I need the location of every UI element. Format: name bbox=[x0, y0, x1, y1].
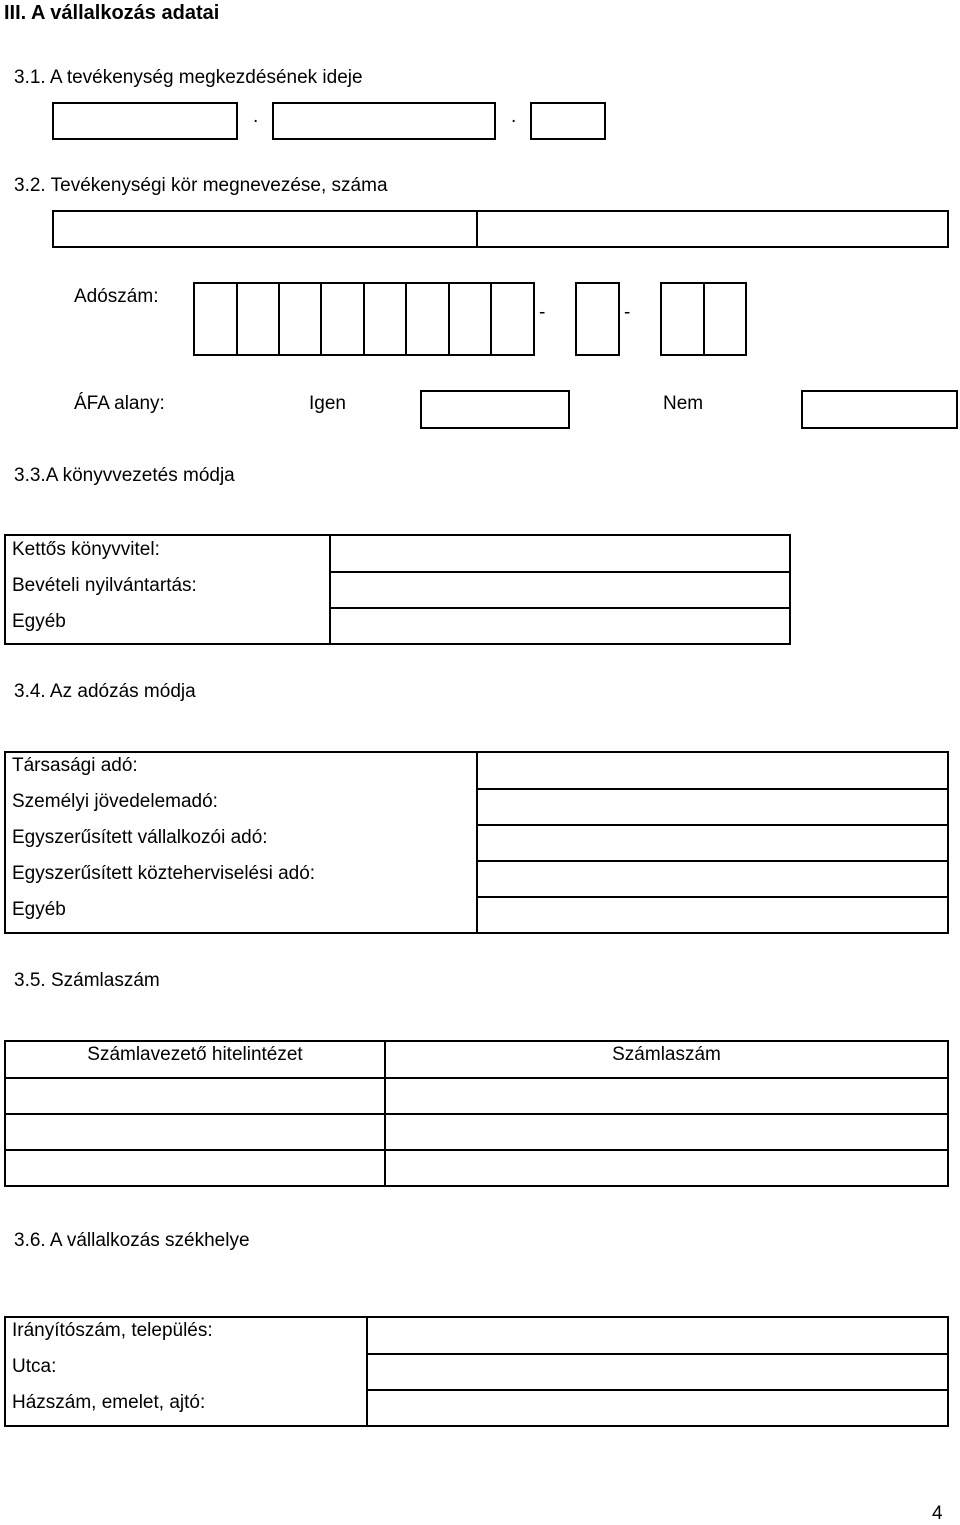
tax-digit-box[interactable] bbox=[278, 282, 322, 356]
heading-3-4: 3.4. Az adózás módja bbox=[14, 681, 196, 702]
vat-yes-label: Igen bbox=[309, 393, 346, 414]
start-month-field[interactable] bbox=[272, 102, 496, 140]
page-number: 4 bbox=[932, 1503, 943, 1524]
address-label: Irányítószám, település: bbox=[12, 1320, 213, 1341]
taxation-table bbox=[4, 751, 949, 934]
house-number-field[interactable] bbox=[368, 1391, 947, 1425]
date-separator: . bbox=[511, 106, 517, 127]
activity-name-field[interactable] bbox=[52, 210, 478, 248]
tax-number-dash: - bbox=[539, 302, 546, 323]
tax-digit-box[interactable] bbox=[236, 282, 280, 356]
heading-3-2: 3.2. Tevékenységi kör megnevezése, száma bbox=[14, 175, 388, 196]
bookkeeping-double-entry-field[interactable] bbox=[331, 536, 789, 571]
vat-no-box[interactable] bbox=[801, 390, 958, 429]
heading-3-1: 3.1. A tevékenység megkezdésének ideje bbox=[14, 67, 363, 88]
vat-label: ÁFA alany: bbox=[74, 393, 165, 414]
vat-no-label: Nem bbox=[663, 393, 704, 414]
taxation-field[interactable] bbox=[478, 862, 947, 896]
heading-3-3: 3.3.A könyvvezetés módja bbox=[14, 465, 235, 486]
activity-number-field[interactable] bbox=[476, 210, 949, 248]
vat-yes-box[interactable] bbox=[420, 390, 570, 429]
bookkeeping-revenue-record-field[interactable] bbox=[331, 573, 789, 607]
taxation-field[interactable] bbox=[478, 753, 947, 788]
bank-name-field[interactable] bbox=[6, 1115, 384, 1149]
tax-digit-box[interactable] bbox=[405, 282, 450, 356]
date-separator: . bbox=[253, 106, 259, 127]
tax-digit-box[interactable] bbox=[703, 282, 747, 356]
bookkeeping-other-field[interactable] bbox=[331, 609, 789, 643]
account-number-field[interactable] bbox=[386, 1151, 947, 1185]
tax-digit-box[interactable] bbox=[660, 282, 705, 356]
tax-digit-box[interactable] bbox=[193, 282, 238, 356]
street-field[interactable] bbox=[368, 1355, 947, 1389]
bank-name-field[interactable] bbox=[6, 1151, 384, 1185]
taxation-option-label: Személyi jövedelemadó: bbox=[12, 791, 218, 812]
headquarters-table bbox=[4, 1316, 949, 1427]
tax-number-dash: - bbox=[624, 302, 631, 323]
account-number-column-header: Számlaszám bbox=[612, 1044, 721, 1065]
taxation-option-label: Egyéb bbox=[12, 899, 66, 920]
tax-digit-box[interactable] bbox=[448, 282, 492, 356]
tax-digit-box[interactable] bbox=[363, 282, 407, 356]
taxation-field[interactable] bbox=[478, 790, 947, 824]
bookkeeping-table bbox=[4, 534, 791, 645]
bank-account-table bbox=[4, 1040, 949, 1187]
bank-name-field[interactable] bbox=[6, 1079, 384, 1113]
tax-digit-box[interactable] bbox=[575, 282, 620, 356]
address-label: Utca: bbox=[12, 1356, 57, 1377]
start-day-field[interactable] bbox=[530, 102, 606, 140]
taxation-field[interactable] bbox=[478, 826, 947, 860]
tax-number-label: Adószám: bbox=[74, 286, 159, 307]
account-number-field[interactable] bbox=[386, 1115, 947, 1149]
taxation-option-label: Egyszerűsített vállalkozói adó: bbox=[12, 827, 268, 848]
bookkeeping-option-label: Egyéb bbox=[12, 611, 66, 632]
taxation-option-label: Társasági adó: bbox=[12, 755, 138, 776]
tax-digit-box[interactable] bbox=[490, 282, 535, 356]
address-label: Házszám, emelet, ajtó: bbox=[12, 1392, 206, 1413]
account-number-field[interactable] bbox=[386, 1079, 947, 1113]
postcode-city-field[interactable] bbox=[368, 1318, 947, 1353]
start-year-field[interactable] bbox=[52, 102, 238, 140]
section-title: III. A vállalkozás adatai bbox=[4, 2, 220, 24]
taxation-option-label: Egyszerűsített közteherviselési adó: bbox=[12, 863, 316, 884]
taxation-field[interactable] bbox=[478, 898, 947, 932]
heading-3-6: 3.6. A vállalkozás székhelye bbox=[14, 1230, 250, 1251]
tax-digit-box[interactable] bbox=[320, 282, 365, 356]
bookkeeping-option-label: Kettős könyvvitel: bbox=[12, 539, 160, 560]
heading-3-5: 3.5. Számlaszám bbox=[14, 970, 160, 991]
bookkeeping-option-label: Bevételi nyilvántartás: bbox=[12, 575, 197, 596]
bank-column-header: Számlavezető hitelintézet bbox=[87, 1044, 303, 1065]
